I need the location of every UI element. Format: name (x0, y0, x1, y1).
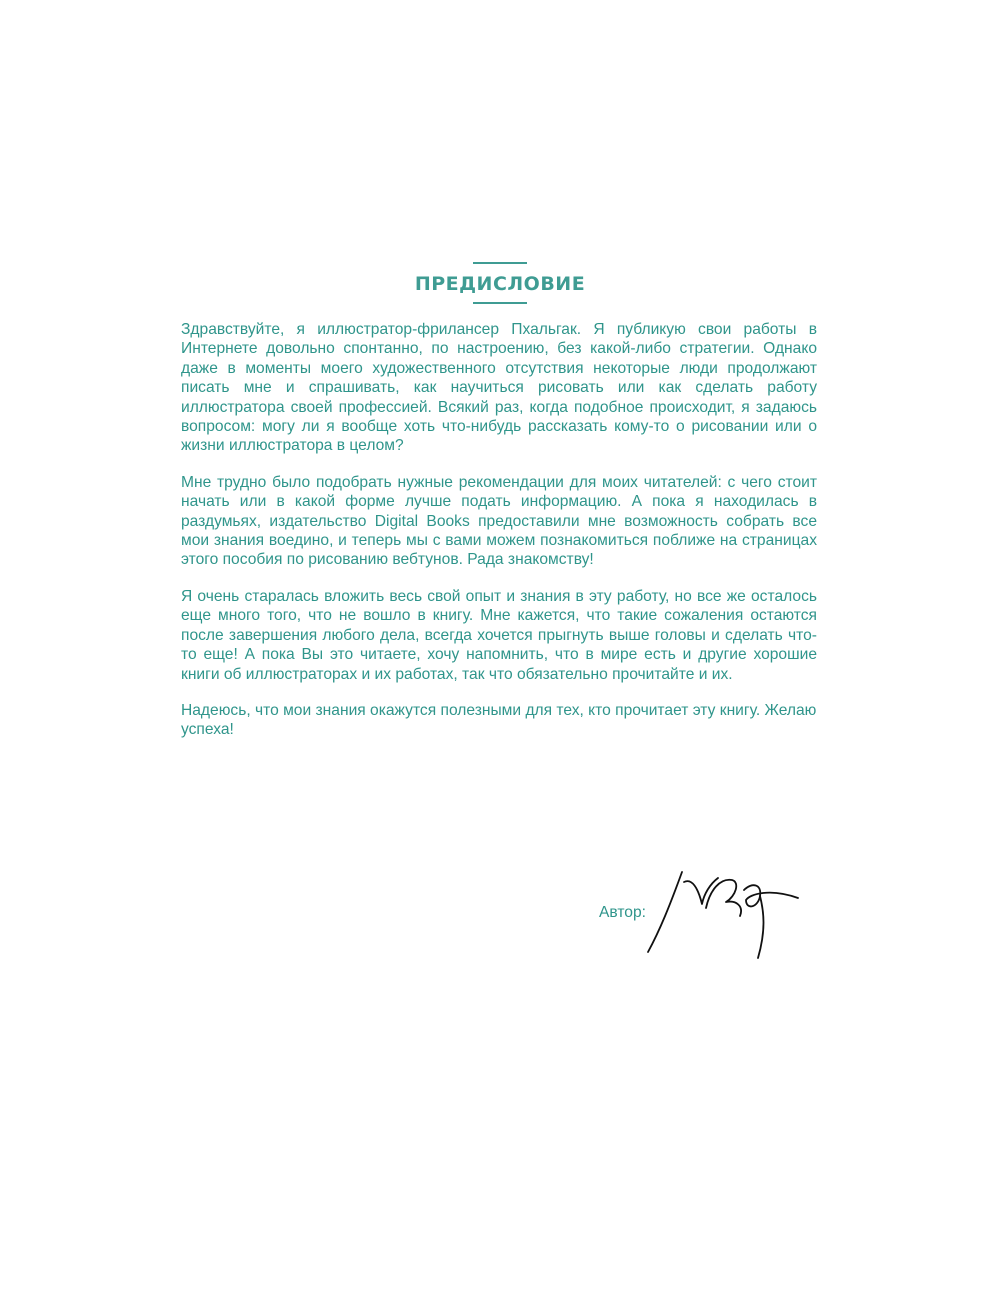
author-label: Автор: (599, 904, 646, 921)
paragraph-1: Здравствуйте, я иллюстратор-фрилансер Пхальгак. Я публикую свои работы в Интернете довольно спонтанно, по настроению, без какой-либо стратегии. Однако даже в моменты моего художественного отсутствия некоторые люди продолжают писать мне и спрашивать, как научиться рисовать или как сделать работу иллюстратора своей профессией. Всякий раз, когда подобное происходит, я задаюсь вопросом: могу ли я вообще хоть что-нибудь рассказать кому-то о рисовании или о жизни иллюстратора в целом? (181, 321, 817, 455)
preface-body (181, 320, 817, 757)
title-bottom-rule (473, 302, 527, 304)
title-top-rule (473, 262, 527, 264)
paragraph-4: Надеюсь, что мои знания окажутся полезными для тех, кто прочитает эту книгу. Желаю успеха! (181, 701, 817, 739)
paragraph-3: Я очень старалась вложить весь свой опыт и знания в эту работу, но все же осталось еще много того, что не вошло в книгу. Мне кажется, что такие сожаления остаются после завершения любого дела, всегда хочется прыгнуть выше головы и сделать что-то еще! А пока Вы это читаете, хочу напомнить, что в мире есть и другие хорошие книги об иллюстраторах и их работах, так что обязательно прочитайте и их. (181, 587, 817, 683)
author-signature (640, 860, 805, 960)
page-title: ПРЕДИСЛОВИЕ (414, 273, 586, 295)
paragraph-2: Мне трудно было подобрать нужные рекомендации для моих читателей: с чего стоит начать или в какой форме лучше подать информацию. А пока я находилась в раздумьях, издательство Digital Books предоставили мне возможность собрать все мои знания воедино, и теперь мы с вами можем познакомиться поближе на страницах этого пособия по рисованию вебтунов. Рада знакомству! (181, 473, 817, 569)
